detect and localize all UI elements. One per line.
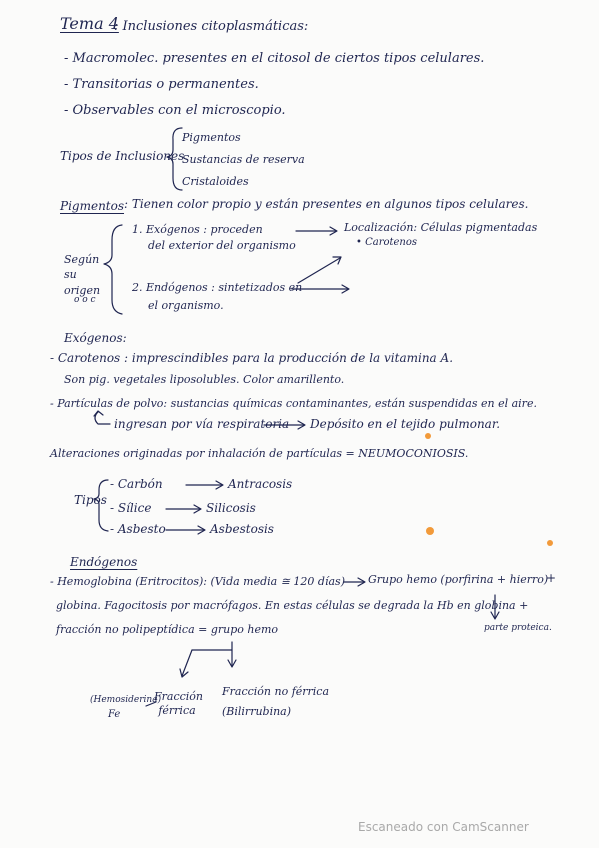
particulas-line: - Partículas de polvo: sustancias químicas contaminantes, están suspendidas en el aire. bbox=[50, 397, 537, 410]
grupo-hemo-text: Grupo hemo (porfirina + hierro) bbox=[368, 573, 549, 586]
exogenos-heading: Exógenos: bbox=[64, 331, 127, 345]
hemoglobina-line3: fracción no polipeptídica = grupo hemo bbox=[56, 623, 279, 636]
exogenos-item-line1: 1. Exógenos : proceden bbox=[132, 223, 263, 236]
fraccion-ferrica: Fracción férrica bbox=[154, 690, 203, 718]
exogenos-item-line2: del exterior del organismo bbox=[148, 239, 296, 252]
bilirrubina-label: (Bilirrubina) bbox=[222, 705, 292, 718]
deposito-text: Depósito en el tejido pulmonar. bbox=[310, 417, 501, 431]
bullet-1: - Macromolec. presentes en el citosol de ciertos tipos celulares. bbox=[64, 51, 485, 66]
tipos2-label: Tipos bbox=[74, 493, 107, 507]
ingresan-line: ingresan por vía respiratoria bbox=[114, 417, 290, 431]
camscanner-watermark: Escaneado con CamScanner bbox=[358, 820, 529, 834]
hemosiderina-label: (Hemosiderina) bbox=[90, 695, 162, 705]
bullet-2: - Transitorias o permanentes. bbox=[64, 77, 259, 92]
alteraciones-line: Alteraciones originadas por inhalación de partículas = NEUMOCONIOSIS. bbox=[50, 447, 469, 460]
hemoglobina-line2: globina. Fagocitosis por macrófagos. En estas células se degrada la Hb en globina + bbox=[56, 599, 529, 612]
hemoglobina-line: - Hemoglobina (Eritrocitos): (Vida media ≅ 120 días) bbox=[50, 575, 345, 588]
page-heading: : Inclusiones citoplasmáticas: bbox=[114, 19, 309, 34]
pigmentos-label: Pigmentos bbox=[60, 199, 125, 213]
bullet-3: - Observables con el microscopio. bbox=[64, 103, 286, 118]
endogenos-heading: Endógenos bbox=[70, 555, 138, 569]
carotenos-dot: • Carotenos bbox=[356, 237, 418, 248]
pigmentos-text: : Tienen color propio y están presentes en algunos tipos celulares. bbox=[124, 197, 529, 211]
tipos2-left: - Asbesto bbox=[110, 522, 166, 536]
tipos2-left: - Sílice bbox=[110, 501, 152, 515]
page-title: Tema 4 bbox=[60, 14, 119, 33]
localizacion-text: Localización: Células pigmentadas bbox=[344, 221, 538, 234]
origen-label: Según su origen bbox=[64, 253, 101, 297]
parte-proteica: parte proteica. bbox=[484, 623, 552, 633]
endogenos-item-line1: 2. Endógenos : sintetizados en bbox=[132, 281, 303, 294]
tipos2-right: Silicosis bbox=[206, 501, 256, 515]
endogenos-item-line2: el organismo. bbox=[148, 299, 224, 312]
fe-label: Fe bbox=[108, 709, 121, 720]
carotenos-sub: Son pig. vegetales liposolubles. Color amarillento. bbox=[64, 373, 345, 386]
tipos-label: Tipos de Inclusiones bbox=[60, 149, 185, 163]
tipos2-right: Antracosis bbox=[228, 477, 293, 491]
brace-origen bbox=[104, 225, 122, 314]
tipos-item: Sustancias de reserva bbox=[182, 153, 305, 166]
tipos2-left: - Carbón bbox=[110, 477, 163, 491]
tipos-item: Cristaloides bbox=[182, 175, 249, 188]
fraccion-no-ferrica: Fracción no férrica bbox=[222, 685, 330, 698]
hook-arrow-ingresan bbox=[95, 412, 110, 424]
carotenos-line: - Carotenos : imprescindibles para la producción de la vitamina A. bbox=[50, 351, 454, 365]
origen-dots: o o c bbox=[74, 295, 96, 305]
tipos-item: Pigmentos bbox=[182, 131, 241, 144]
plus-sign: + bbox=[546, 571, 557, 585]
tipos2-right: Asbestosis bbox=[210, 522, 274, 536]
